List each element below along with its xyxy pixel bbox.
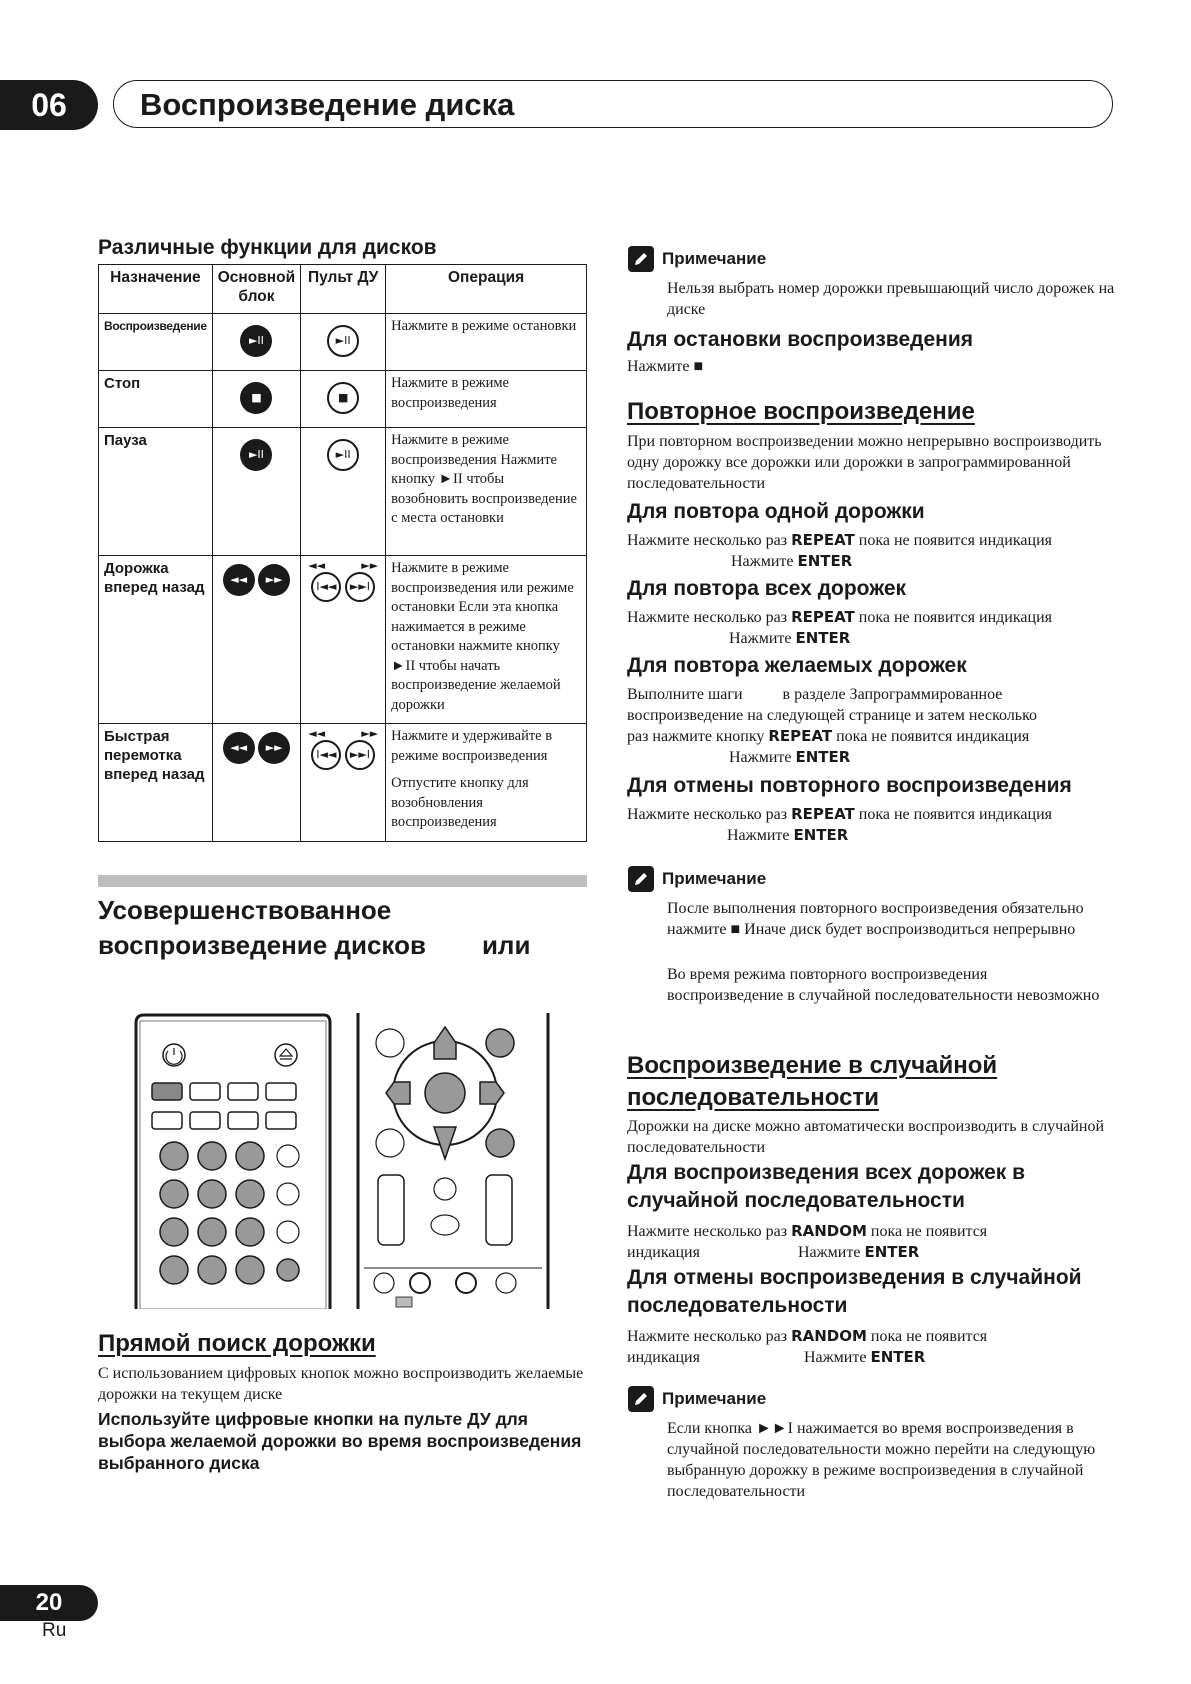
random-body: Дорожки на диске можно автоматически воспроизводить в случайной последовательности: [627, 1118, 1105, 1156]
repeat-desired-text: Выполните шаги в разделе Запрограммированное воспроизведение на следующей странице и затем несколько раз нажмите кнопку REPEAT пока не появится индикация Нажмите ENTER: [627, 686, 1038, 766]
stop-title: Для остановки воспроизведения: [627, 328, 973, 351]
direct-search-instruction: Используйте цифровые кнопки на пульте ДУ для выбора желаемой дорожки во время воспроизведения выбранного диска: [98, 1409, 582, 1473]
repeat-key: REPEAT: [791, 608, 855, 626]
direct-search-body: С использованием цифровых кнопок можно воспроизводить желаемые дорожки на текущем диске: [98, 1365, 584, 1403]
row-operation: Нажмите в режиме воспроизведения: [386, 371, 587, 428]
next-track-icon: ►►I: [345, 740, 375, 770]
table-row: [99, 724, 587, 842]
note-text: Во время режима повторного воспроизведения воспроизведение в случайной последовательности невозможно: [667, 966, 1100, 1004]
prev-track-icon: I◄◄: [311, 572, 341, 602]
stop-body: Нажмите ■: [627, 358, 704, 375]
skip-back-icon: ◄◄: [223, 564, 255, 596]
row-name: Воспроизведение: [99, 314, 213, 371]
repeat-body: При повторном воспроизведении можно непрерывно воспроизводить одну дорожку все дорожки или дорожки в запрограммированной последовательности: [627, 433, 1102, 492]
table-row: [99, 371, 587, 428]
play-pause-outline-icon: ►II: [327, 439, 359, 471]
scan-back-icon: ◄◄: [223, 732, 255, 764]
page-number: 20: [0, 1585, 98, 1621]
row-name: Дорожка вперед назад: [99, 556, 213, 724]
repeat-cancel-text: Нажмите несколько раз REPEAT пока не появится индикация Нажмите ENTER: [627, 805, 1052, 844]
repeat-key: REPEAT: [791, 805, 855, 823]
random-all-title: Для воспроизведения всех дорожек в случайной последовательности: [627, 1161, 1026, 1212]
random-cancel-text: Нажмите несколько раз RANDOM пока не появится индикация Нажмите ENTER: [627, 1327, 988, 1366]
row-operation-release: Отпустите кнопку для возобновления воспроизведения: [391, 775, 529, 830]
row-name: Стоп: [99, 371, 213, 428]
stop-icon: ■: [240, 382, 272, 414]
note-text: Если кнопка ►►I нажимается во время воспроизведения в случайной последовательности можно перейти на следующую выбранную дорожку в режиме воспроизведения в случайной последовательности: [667, 1420, 1096, 1500]
direct-search-title: Прямой поиск дорожки: [98, 1330, 376, 1357]
skip-forward-icon: ►►: [258, 564, 290, 596]
repeat-all-title: Для повтора всех дорожек: [627, 577, 907, 600]
repeat-key: REPEAT: [791, 531, 855, 549]
note-pencil-icon: [628, 866, 654, 892]
page-title: Воспроизведение диска: [140, 87, 515, 122]
enter-key: ENTER: [864, 1243, 920, 1261]
play-pause-outline-icon: ►II: [327, 325, 359, 357]
header-main-unit: Основной блок: [212, 265, 300, 314]
stop-icon: ■: [730, 921, 741, 938]
note-text: После выполнения повторного воспроизведения обязательно нажмите ■ Иначе диск будет воспроизводиться непрерывно: [667, 900, 1084, 938]
row-name: Быстрая перемотка вперед назад: [99, 724, 213, 842]
header-purpose: Назначение: [99, 265, 213, 314]
enter-key: ENTER: [797, 552, 853, 570]
repeat-one-text: Нажмите несколько раз REPEAT пока не появится индикация Нажмите ENTER: [627, 531, 1052, 570]
note-heading: Примечание: [628, 1386, 766, 1412]
note-pencil-icon: [628, 246, 654, 272]
enter-key: ENTER: [795, 748, 851, 766]
random-key: RANDOM: [791, 1327, 867, 1345]
random-key: RANDOM: [791, 1222, 867, 1240]
play-pause-icon: ►II: [240, 439, 272, 471]
repeat-all-text: Нажмите несколько раз REPEAT пока не появится индикация Нажмите ENTER: [627, 608, 1052, 647]
language-code: Ru: [42, 1620, 67, 1641]
repeat-desired-title: Для повтора желаемых дорожек: [627, 654, 967, 677]
row-operation: Нажмите в режиме остановки: [386, 314, 587, 371]
chapter-number: 06: [0, 80, 98, 130]
functions-table-title: Различные функции для дисков: [98, 236, 437, 259]
header-operation: Операция: [386, 265, 587, 314]
rewind-icon: ◄◄: [308, 559, 326, 572]
enter-key: ENTER: [870, 1348, 926, 1366]
repeat-key: REPEAT: [768, 727, 833, 745]
enter-key: ENTER: [795, 629, 851, 647]
prev-track-icon: I◄◄: [311, 740, 341, 770]
random-all-text: Нажмите несколько раз RANDOM пока не появится индикация Нажмите ENTER: [627, 1222, 988, 1261]
header-remote: Пульт ДУ: [301, 265, 386, 314]
repeat-one-title: Для повтора одной дорожки: [627, 500, 925, 523]
advanced-playback-title: Усовершенствованное воспроизведение дисков или: [98, 895, 531, 960]
random-cancel-title: Для отмены воспроизведения в случайной последовательности: [627, 1266, 1082, 1317]
repeat-title: Повторное воспроизведение: [627, 398, 975, 425]
note-text: Нельзя выбрать номер дорожки превышающий число дорожек на диске: [667, 280, 1115, 318]
repeat-cancel-title: Для отмены повторного воспроизведения: [627, 774, 1072, 797]
table-row: [99, 556, 587, 724]
note-heading: Примечание: [628, 866, 766, 892]
rewind-icon: ◄◄: [308, 727, 326, 740]
fast-forward-icon: ►►: [361, 727, 379, 740]
section-divider: [98, 875, 587, 887]
next-track-icon: ►►I: [755, 1420, 793, 1437]
play-pause-icon: ►II: [240, 325, 272, 357]
table-row: [99, 428, 587, 556]
functions-table: [98, 264, 587, 842]
fast-forward-icon: ►►: [361, 559, 379, 572]
remote-control-illustration: [134, 1013, 554, 1309]
note-heading: Примечание: [628, 246, 766, 272]
scan-forward-icon: ►►: [258, 732, 290, 764]
table-row: [99, 314, 587, 371]
row-operation: Нажмите в режиме воспроизведения или режиме остановки Если эта кнопка нажимается в режиме остановки нажмите кнопку ►II чтобы начать воспроизведение желаемой дорожки: [386, 556, 587, 724]
stop-outline-icon: ■: [327, 382, 359, 414]
note-pencil-icon: [628, 1386, 654, 1412]
row-operation: Нажмите в режиме воспроизведения Нажмите кнопку ►II чтобы возобновить воспроизведение с места остановки: [386, 428, 587, 556]
enter-key: ENTER: [793, 826, 849, 844]
row-operation: Нажмите и удерживайте в режиме воспроизведения: [391, 728, 553, 764]
row-name: Пауза: [99, 428, 213, 556]
random-title: Воспроизведение в случайной последовательности: [627, 1052, 998, 1111]
next-track-icon: ►►I: [345, 572, 375, 602]
